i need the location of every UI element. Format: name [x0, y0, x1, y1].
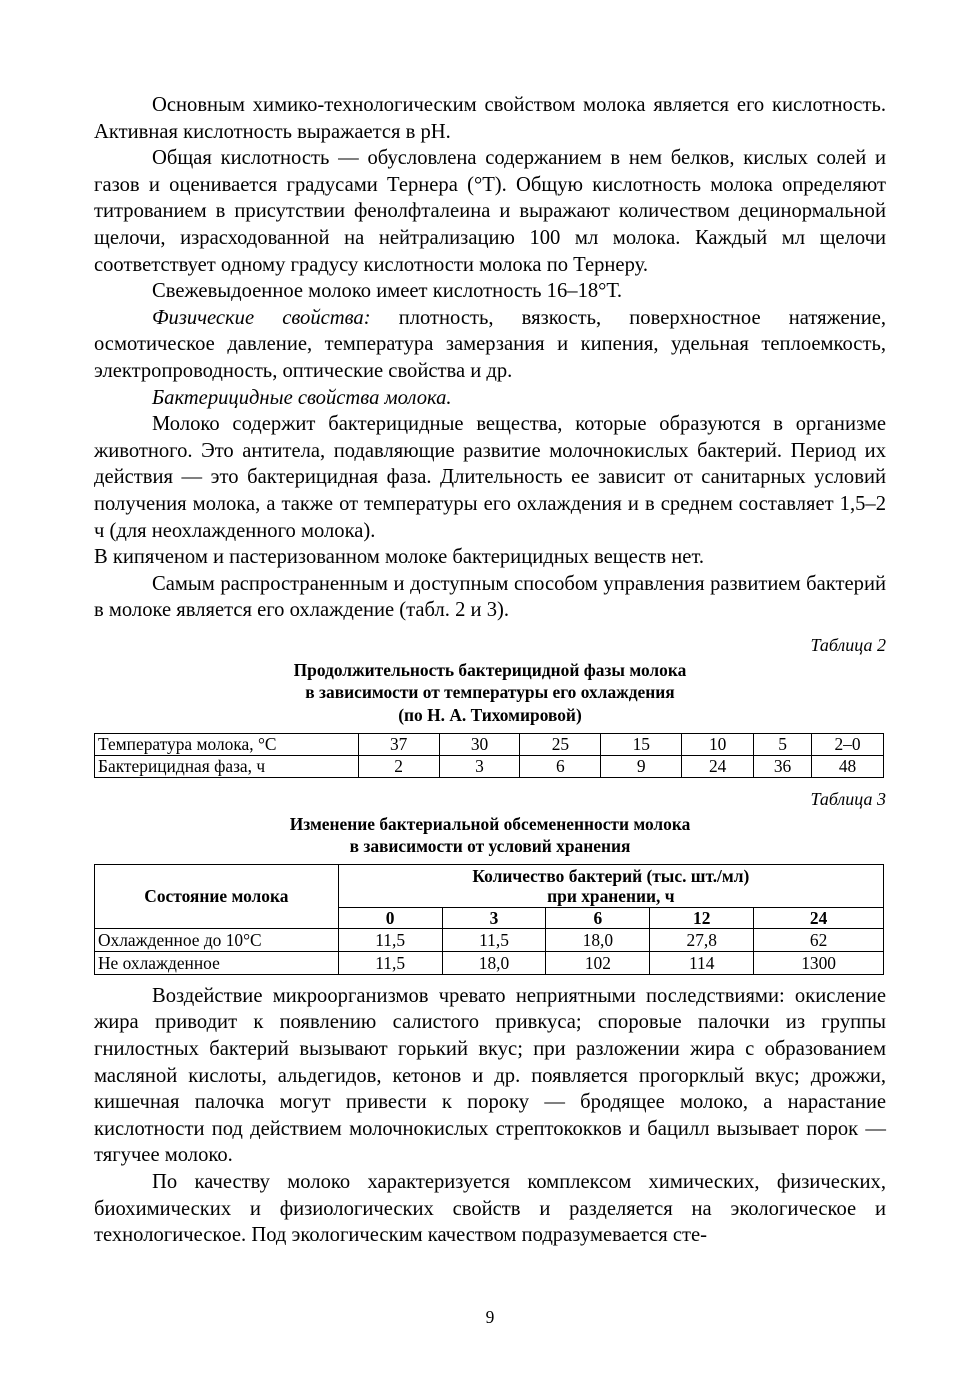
- header-bacteria-count-line: Количество бактерий (тыс. шт./мл): [472, 865, 750, 886]
- header-hours: 6: [546, 907, 650, 928]
- header-hours: 3: [442, 907, 546, 928]
- row-label: Охлажденное до 10°С: [95, 928, 339, 951]
- paragraph-fresh-milk-acidity: Свежевыдоенное молоко имеет кислотность 16–18°Т.: [152, 280, 623, 303]
- table-cell: 48: [812, 755, 884, 777]
- header-hours: 0: [338, 907, 442, 928]
- paragraph-cooling: Самым распространенным и доступным способом управления развитием бактерий в молоке является его охлаждение (табл. 2 и 3).: [94, 572, 886, 622]
- row-label: Бактерицидная фаза, ч: [95, 755, 359, 777]
- table-cell: 3: [439, 755, 520, 777]
- table2-caption: Таблица 2: [810, 634, 886, 655]
- table-cell: 114: [650, 951, 754, 974]
- table-bacterial-contamination: [94, 864, 884, 975]
- table-cell: 5: [754, 733, 812, 755]
- table-cell: 11,5: [338, 951, 442, 974]
- table-row: [95, 928, 884, 951]
- paragraph-microorganisms-effect: Воздействие микроорганизмов чревато неприятными последствиями: окисление жира приводит к появлению салистого привкуса; споровые палочки из группы гнилостных бактерий вызывают горький вкус; при разложении жира с образованием масляной кислоты, альдегидов, кетонов и др. появляется прогорклый вкус; дрожжи, кишечная палочка могут привести к пороку — бродящее молоко, а нарастание кислотности под действием молочнокислых стрептококков и бацилл вызывает порок — тягучее молоко.: [94, 984, 886, 1167]
- paragraph-physical-properties: [94, 305, 886, 385]
- table-cell: 6: [520, 755, 601, 777]
- header-milk-state: Состояние молока: [95, 864, 339, 928]
- table-cell: 11,5: [442, 928, 546, 951]
- table3-title-line: Изменение бактериальной обсемененности молока: [289, 813, 691, 834]
- table3-title: [94, 813, 886, 858]
- table-cell: 9: [601, 755, 682, 777]
- table-cell: 18,0: [442, 951, 546, 974]
- table3-title-line: в зависимости от условий хранения: [349, 836, 631, 857]
- paragraph-milk-quality: По качеству молоко характеризуется комплексом химических, физических, биохимических и физиологических свойств и разделяется на экологическое и технологическое. Под экологическим качеством подразумевается сте-: [94, 1171, 886, 1247]
- physical-properties-label: Физические свойства:: [152, 306, 371, 329]
- paragraph-total-acidity: Общая кислотность — обусловлена содержанием в нем белков, кислых солей и газов и оценивается градусами Тернера (°Т). Общую кислотность молока определяют титрованием в присутствии фенолфталеина и выражают количеством децинормальной щелочи, израсходованной на нейтрализацию 100 мл молока. Каждый мл щелочи соответствует одному градусу кислотности молока по Тернеру.: [94, 147, 886, 276]
- table2-title-line: (по Н. А. Тихомировой): [398, 705, 582, 726]
- table-cell: 24: [682, 755, 754, 777]
- table-cell: 27,8: [650, 928, 754, 951]
- table-cell: 2–0: [812, 733, 884, 755]
- header-hours: 24: [754, 907, 884, 928]
- table2-title-line: Продолжительность бактерицидной фазы молока: [293, 659, 687, 680]
- table-row: [95, 733, 884, 755]
- page-body: [94, 92, 886, 1249]
- table-row: [95, 755, 884, 777]
- paragraph-acidity-intro: Основным химико-технологическим свойством молока является его кислотность. Активная кислотность выражается в pH.: [94, 94, 886, 143]
- table-cell: 18,0: [546, 928, 650, 951]
- table-bactericidal-phase: [94, 733, 884, 778]
- table-header-row: [95, 864, 884, 907]
- table-cell: 15: [601, 733, 682, 755]
- table-cell: 30: [439, 733, 520, 755]
- table-cell: 10: [682, 733, 754, 755]
- table-cell: 102: [546, 951, 650, 974]
- paragraph-boiled-milk: В кипяченом и пастеризованном молоке бактерицидных веществ нет.: [94, 546, 705, 569]
- table-cell: 25: [520, 733, 601, 755]
- header-bacteria-count: [338, 864, 883, 907]
- table3-caption: Таблица 3: [810, 788, 886, 809]
- page-number: 9: [485, 1307, 495, 1327]
- table-row: [95, 951, 884, 974]
- table-cell: 11,5: [338, 928, 442, 951]
- header-bacteria-count-line: при хранении, ч: [547, 885, 675, 906]
- table-cell: 62: [754, 928, 884, 951]
- heading-bactericidal-properties: Бактерицидные свойства молока.: [152, 386, 452, 409]
- header-hours: 12: [650, 907, 754, 928]
- physical-properties-text: плотность, вязкость, поверхностное натяжение, осмотическое давление, температура замерзания и кипения, удельная теплоемкость, электропроводность, оптические свойства и др.: [94, 306, 886, 382]
- row-label: Температура молока, °С: [95, 733, 359, 755]
- table-cell: 1300: [754, 951, 884, 974]
- table2-title-line: в зависимости от температуры его охлаждения: [305, 682, 675, 703]
- table2-title: [94, 659, 886, 727]
- table-cell: 37: [358, 733, 439, 755]
- row-label: Не охлажденное: [95, 951, 339, 974]
- table-cell: 36: [754, 755, 812, 777]
- paragraph-bactericidal-substances: Молоко содержит бактерицидные вещества, которые образуются в организме животного. Это антитела, подавляющие развитие молочнокислых бактерий. Период их действия — это бактерицидная фаза. Длительность ее зависит от санитарных условий получения молока, а также от температуры его охлаждения и в среднем составляет 1,5–2 ч (для неохлажденного молока).: [94, 413, 886, 542]
- table-cell: 2: [358, 755, 439, 777]
